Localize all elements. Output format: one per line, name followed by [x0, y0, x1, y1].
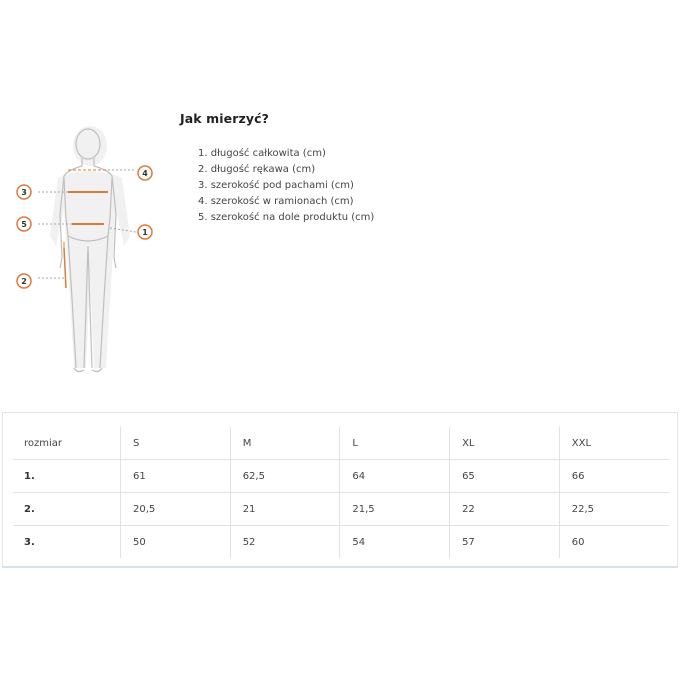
- row-label: 3.: [24, 536, 35, 548]
- table-cell: 20,5: [121, 493, 231, 526]
- table-cell: 65: [450, 460, 560, 493]
- how-to-measure-title: Jak mierzyć?: [180, 111, 269, 126]
- header-cell-l: L: [340, 427, 450, 460]
- table-row: [13, 493, 669, 526]
- marker-1-label: 1: [142, 228, 148, 237]
- table-row: [13, 460, 669, 493]
- how-to-measure-section: [180, 111, 375, 223]
- header-cell-m: M: [230, 427, 340, 460]
- table-cell: 52: [230, 526, 340, 559]
- size-table: [13, 427, 669, 558]
- row-label: 2.: [13, 493, 121, 526]
- table-cell: 64: [340, 460, 450, 493]
- marker-3-label: 3: [21, 188, 27, 197]
- table-cell: 50: [121, 526, 231, 559]
- table-cell: 22,5: [559, 493, 669, 526]
- marker-5-label: 5: [21, 220, 27, 229]
- header-cell-s: S: [121, 427, 231, 460]
- table-cell: 66: [559, 460, 669, 493]
- table-cell: 21: [230, 493, 340, 526]
- size-table-container: [2, 412, 678, 568]
- table-cell: 57: [450, 526, 560, 559]
- table-cell: 22: [450, 493, 560, 526]
- table-cell: 60: [559, 526, 669, 559]
- table-cell: 54: [340, 526, 450, 559]
- marker-2-label: 2: [21, 277, 27, 286]
- measurement-item-4: 4. szerokość w ramionach (cm): [198, 196, 354, 207]
- row-label: 1.: [13, 460, 121, 493]
- table-cell: 62,5: [230, 460, 340, 493]
- human-silhouette-illustration: [8, 118, 168, 380]
- measurement-item-5: 5. szerokość na dole produktu (cm): [198, 212, 375, 223]
- marker-4-label: 4: [142, 169, 148, 178]
- header-cell-xxl: XXL: [559, 427, 669, 460]
- header-cell-size: rozmiar: [13, 427, 121, 460]
- measurement-figure: [8, 118, 168, 380]
- table-cell: 61: [121, 460, 231, 493]
- table-header-row: [13, 427, 669, 460]
- table-cell: 21,5: [340, 493, 450, 526]
- measurement-list: [198, 146, 498, 226]
- table-row: [13, 526, 669, 559]
- header-cell-xl: XL: [450, 427, 560, 460]
- measurement-item-1: 1. długość całkowita (cm): [198, 148, 326, 159]
- measurement-item-2: 2. długość rękawa (cm): [198, 164, 316, 175]
- measurement-item-3: 3. szerokość pod pachami (cm): [198, 180, 354, 191]
